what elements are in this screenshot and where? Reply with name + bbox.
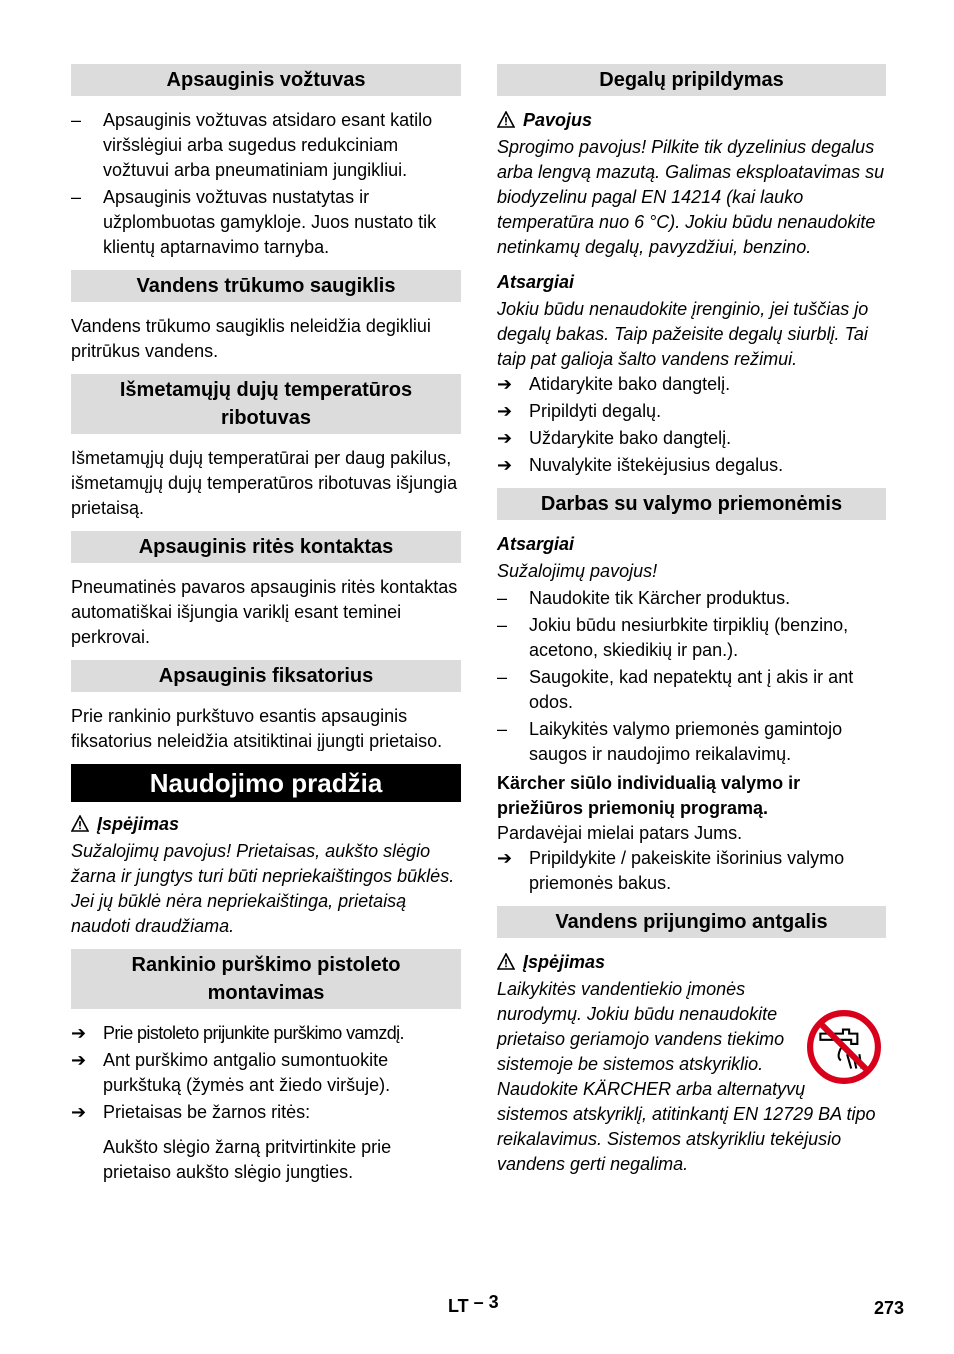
- list-item: ➔ Nuvalykite ištekėjusius degalus.: [497, 453, 886, 478]
- section-heading-refuelling: Degalų pripildymas: [497, 64, 886, 96]
- list-item: ➔ Pripildyti degalų.: [497, 399, 886, 424]
- dash-marker: –: [497, 615, 508, 635]
- detergent-list: [497, 586, 886, 767]
- paragraph: Vandens trūkumo saugiklis neleidžia degikliui pritrūkus vandens.: [71, 316, 431, 361]
- section-heading-water-shortage: Vandens trūkumo saugiklis: [71, 270, 461, 302]
- warning-text: Laikykitės vandentiekio įmonės nurodymų. Jokiu būdu nenaudokite prietaiso geriamojo vandens tiekimo sistemoje be sistemos atskyriklio. Naudokite KÄRCHER arba alternatyvų sistemos atskyriklį, atitinkantį EN 12729 BA tipo reikalavimus. Sistemos atskyrikliu tekėjusio vandens gerti negalima.: [497, 979, 876, 1174]
- list-item: – Apsauginis vožtuvas atsidaro esant katilo viršslėgiui arba sugedus redukciniam vožtuvui arba pneumatiniam jungikliui.: [71, 110, 433, 180]
- arrow-icon: ➔: [497, 401, 513, 421]
- section-heading-coil-contact: Apsauginis ritės kontaktas: [71, 531, 461, 563]
- safety-valve-list: [71, 108, 461, 260]
- section-heading-exhaust-limiter: Išmetamųjų dujų temperatūros ribotuvas: [71, 374, 461, 434]
- chapter-heading: Naudojimo pradžia: [71, 764, 461, 802]
- dash-marker: –: [71, 110, 82, 130]
- detergent-steps: [497, 846, 886, 896]
- no-drinking-water-icon: [806, 1009, 882, 1085]
- list-item: ➔ Prie pistoleto prijunkite purškimo vamzdį.: [71, 1021, 461, 1046]
- dash-marker: –: [71, 187, 82, 207]
- paragraph: Pneumatinės pavaros apsauginis ritės kontaktas automatiškai išjungia variklį esant teminei perkrovai.: [71, 577, 458, 647]
- section-heading-detergents: Darbas su valymo priemonėmis: [497, 488, 886, 520]
- danger-label: Pavojus: [497, 108, 886, 133]
- page-number: 273: [874, 1298, 905, 1318]
- section-heading-gun-mounting: Rankinio purškimo pistoleto montavimas: [71, 949, 461, 1009]
- list-item: – Saugokite, kad nepatektų ant į akis ir ant odos.: [497, 667, 854, 712]
- bold-paragraph: Kärcher siūlo individualią valymo ir priežiūros priemonių programą.: [497, 773, 801, 818]
- list-item: ➔ Uždarykite bako dangtelį.: [497, 426, 886, 451]
- caution-text: Jokiu būdu nenaudokite įrenginio, jei tuščias jo degalų bakas. Taip pažeisite degalų siurblį. Tai taip pat galioja šalto vandens režimui.: [497, 299, 869, 369]
- warning-text: Sužalojimų pavojus! Prietaisas, aukšto slėgio žarna ir jungtys turi būti nepriekaištingos būklės. Jei jų būklė nėra nepriekaištinga, prietaisą naudoti draudžiama.: [71, 841, 455, 936]
- paragraph: Prie rankinio purkštuvo esantis apsauginis fiksatorius neleidžia atsitiktinai įjungti prietaiso.: [71, 706, 443, 751]
- warning-triangle-icon: [497, 108, 517, 133]
- warning-triangle-icon: [497, 950, 517, 975]
- arrow-icon: ➔: [71, 1102, 87, 1122]
- arrow-icon: ➔: [71, 1023, 86, 1043]
- arrow-icon: ➔: [497, 455, 513, 475]
- caution-label: Atsargiai: [497, 272, 575, 292]
- footer-language: LT – 3: [448, 1292, 499, 1316]
- refuelling-steps: [497, 372, 886, 478]
- list-item: ➔ Pripildykite / pakeiskite išorinius valymo priemonės bakus.: [497, 848, 845, 893]
- dash-marker: –: [497, 667, 508, 687]
- warning-label: Įspėjimas: [71, 812, 461, 837]
- warning-label: Įspėjimas: [497, 950, 886, 975]
- list-item: ➔ Prietaisas be žarnos ritės:: [71, 1100, 461, 1125]
- list-item: – Naudokite tik Kärcher produktus.: [497, 586, 886, 611]
- warning-triangle-icon: [71, 812, 91, 837]
- list-item: ➔ Ant purškimo antgalio sumontuokite purkštuką (žymės ant žiedo viršuje).: [71, 1050, 391, 1095]
- dash-marker: –: [497, 719, 508, 739]
- list-item: ➔ Atidarykite bako dangtelį.: [497, 372, 886, 397]
- caution-text: Sužalojimų pavojus!: [497, 561, 658, 581]
- list-item: – Laikykitės valymo priemonės gamintojo saugos ir naudojimo reikalavimų.: [497, 719, 843, 764]
- list-item: – Jokiu būdu nesiurbkite tirpiklių (benzino, acetono, skiedikių ir pan.).: [497, 615, 849, 660]
- arrow-icon: ➔: [497, 374, 513, 394]
- section-heading-water-connection: Vandens prijungimo antgalis: [497, 906, 886, 938]
- gun-mounting-steps: [71, 1021, 461, 1125]
- arrow-icon: ➔: [71, 1050, 87, 1070]
- paragraph: Pardavėjai mielai patars Jums.: [497, 823, 743, 843]
- dash-marker: –: [497, 588, 508, 608]
- paragraph: Išmetamųjų dujų temperatūrai per daug pakilus, išmetamųjų dujų temperatūros ribotuvas išjungia prietaisą.: [71, 448, 458, 518]
- right-column: [497, 64, 886, 1187]
- arrow-icon: ➔: [497, 428, 513, 448]
- list-item: – Apsauginis vožtuvas nustatytas ir užplombuotas gamykloje. Juos nustato tik klientų aptarnavimo tarnyba.: [71, 187, 437, 257]
- danger-text: Sprogimo pavojus! Pilkite tik dyzelinius degalus arba lengvą mazutą. Galimas eksploatavimas su biodyzelinu pagal EN 14214 (kai lauko temperatūra nuo 6 °C). Jokiu būdu nenaudokite netinkamų degalų, pavyzdžiui, benzino.: [497, 137, 885, 257]
- section-heading-safety-catch: Apsauginis fiksatorius: [71, 660, 461, 692]
- left-column: [71, 64, 461, 1195]
- caution-label: Atsargiai: [497, 534, 575, 554]
- sub-step-text: Aukšto slėgio žarną pritvirtinkite prie prietaiso aukšto slėgio jungties.: [103, 1137, 392, 1182]
- section-heading-safety-valve: Apsauginis vožtuvas: [71, 64, 461, 96]
- arrow-icon: ➔: [497, 848, 513, 868]
